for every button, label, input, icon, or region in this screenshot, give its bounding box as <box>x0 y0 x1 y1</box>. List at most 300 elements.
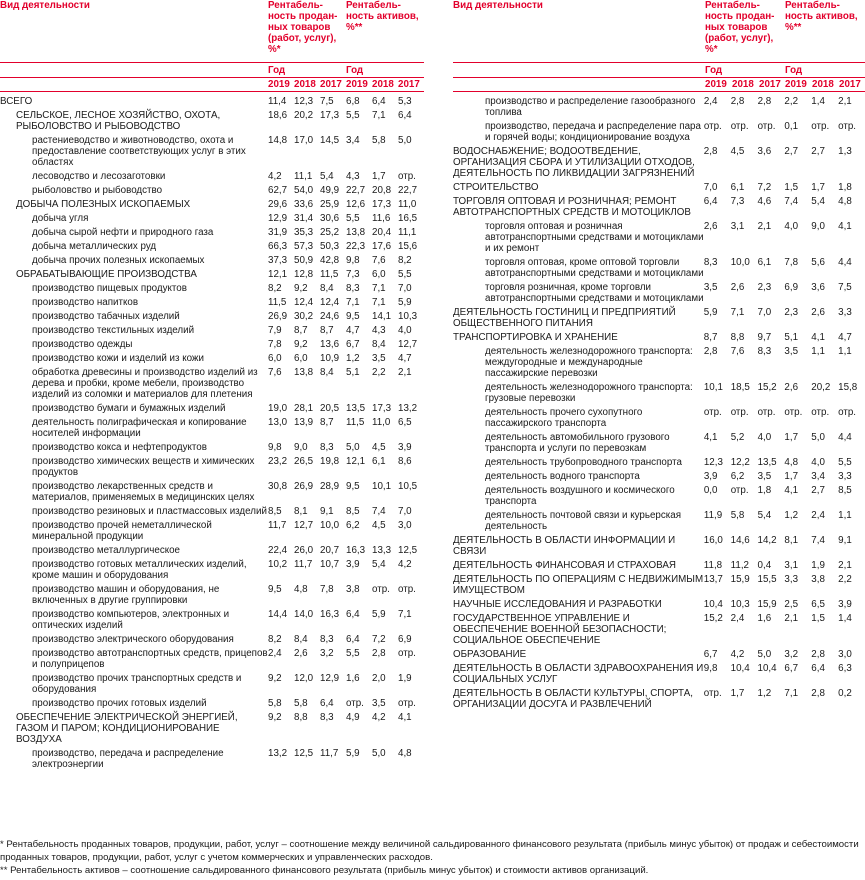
sales-2017-value: 5,4 <box>757 510 772 521</box>
sales-2019-value: 30,8 <box>268 481 288 492</box>
assets-2019-value: 5,5 <box>346 110 360 121</box>
assets-2019-value: 3,4 <box>346 135 360 146</box>
activity-name: ДЕЯТЕЛЬНОСТЬ В ОБЛАСТИ КУЛЬТУРЫ, СПОРТА, ОРГАНИЗАЦИИ ДОСУГА И РАЗВЛЕЧЕНИЙ <box>453 688 693 710</box>
sales-2018-value: 5,2 <box>730 432 745 443</box>
assets-2018-value: 5,8 <box>372 135 386 146</box>
sales-2017-value: 17,3 <box>320 110 340 121</box>
sales-2019-value: 11,7 <box>268 520 287 531</box>
sales-2018-value: 12,7 <box>294 520 314 531</box>
table-row <box>0 710 424 746</box>
sales-profitability-header: Рентабель- ность продан- ных товаров (работ, услуг), %* <box>268 0 338 55</box>
assets-2017-value: 5,5 <box>838 457 852 468</box>
assets-2019-value: 7,8 <box>784 257 799 268</box>
years-row <box>0 78 424 92</box>
assets-2017-value: 5,0 <box>398 135 412 146</box>
assets-2019-value: 5,1 <box>346 367 360 378</box>
sales-2019-value: 2,6 <box>703 221 718 232</box>
assets-2018-value: 4,1 <box>811 332 825 343</box>
activity-name: производство машин и оборудования, не включенных в другие группировки <box>32 584 220 606</box>
assets-2018-value: 17,6 <box>372 241 392 252</box>
sales-2019-value: отр. <box>703 688 722 699</box>
sales-2019-value: 9,5 <box>268 584 282 595</box>
activity-name: производство прочих готовых изделий <box>32 698 207 709</box>
sales-2018-value: 12,0 <box>294 673 314 684</box>
sales-2019-value: 22,4 <box>268 545 288 556</box>
assets-2017-value: 15,6 <box>398 241 418 252</box>
table-left-column <box>0 0 424 771</box>
assets-2017-value: 4,7 <box>838 332 852 343</box>
table-row <box>0 415 424 440</box>
assets-2018-value: 6,4 <box>811 663 825 674</box>
assets-2018-value: 6,4 <box>372 96 386 107</box>
assets-2018-value: 1,4 <box>811 96 825 107</box>
activity-name: деятельность водного транспорта <box>485 471 640 482</box>
table-row <box>453 330 865 344</box>
table-right-column <box>453 0 865 711</box>
sales-2018-value: 5,8 <box>730 510 745 521</box>
assets-2019-value: 22,7 <box>346 185 366 196</box>
assets-2019-value: 7,3 <box>346 269 360 280</box>
assets-2017-value: 4,8 <box>838 196 852 207</box>
table-row <box>0 337 424 351</box>
table-row <box>453 180 865 194</box>
activity-name: обработка древесины и производство изделий из дерева и пробки, кроме мебели, производство изделий из соломки и материалов для плетения <box>32 367 258 400</box>
activity-name: деятельность железнодорожного транспорта: грузовые перевозки <box>485 382 693 404</box>
activity-name: ОБРАБАТЫВАЮЩИЕ ПРОИЗВОДСТВА <box>16 269 197 280</box>
sales-2019-value: 37,3 <box>268 255 288 266</box>
sales-2018-value: 10,0 <box>730 257 750 268</box>
sales-2019-value: 14,8 <box>268 135 288 146</box>
table-body-right <box>453 94 865 711</box>
table-row <box>0 696 424 710</box>
assets-2017-value: 3,9 <box>398 442 412 453</box>
activity-name: деятельность трубопроводного транспорта <box>485 457 682 468</box>
sales-2017-value: 8,7 <box>320 325 334 336</box>
assets-2017-value: 4,8 <box>398 748 412 759</box>
assets-2018-value: 14,1 <box>372 311 392 322</box>
sales-2018-value: 7,1 <box>730 307 745 318</box>
assets-2019-value: 7,4 <box>784 196 799 207</box>
activity-name: ДЕЯТЕЛЬНОСТЬ ГОСТИНИЦ И ПРЕДПРИЯТИЙ ОБЩЕСТВЕННОГО ПИТАНИЯ <box>453 307 676 329</box>
year-cell: 2017 <box>320 79 342 90</box>
sales-2017-value: 49,9 <box>320 185 340 196</box>
sales-2018-value: 30,2 <box>294 311 314 322</box>
table-row <box>0 267 424 281</box>
assets-2017-value: 4,7 <box>398 353 412 364</box>
sales-2017-value: 4,6 <box>757 196 772 207</box>
sales-2019-value: 2,4 <box>703 96 718 107</box>
table-row <box>453 558 865 572</box>
sales-2019-value: 14,4 <box>268 609 288 620</box>
assets-2017-value: 6,5 <box>398 417 412 428</box>
assets-2018-value: 7,1 <box>372 283 386 294</box>
sales-2017-value: 10,4 <box>757 663 777 674</box>
years-row <box>453 78 865 92</box>
assets-2017-value: 1,4 <box>838 613 852 624</box>
assets-2018-value: отр. <box>811 407 830 418</box>
sales-2017-value: 12,4 <box>320 297 340 308</box>
assets-2017-value: 2,1 <box>838 560 852 571</box>
assets-2019-value: 9,5 <box>346 481 360 492</box>
activity-name: ТРАНСПОРТИРОВКА И ХРАНЕНИЕ <box>453 332 618 343</box>
sales-2017-value: 6,1 <box>757 257 772 268</box>
assets-2017-value: 12,7 <box>398 339 418 350</box>
activity-name: НАУЧНЫЕ ИССЛЕДОВАНИЯ И РАЗРАБОТКИ <box>453 599 662 610</box>
assets-2018-value: 2,7 <box>811 146 825 157</box>
sales-2018-value: отр. <box>730 485 749 496</box>
assets-2019-value: 1,5 <box>784 182 799 193</box>
year-label-row <box>453 63 865 78</box>
sales-2018-value: 12,3 <box>294 96 314 107</box>
assets-2018-value: 6,1 <box>372 456 386 467</box>
activity-name: добыча прочих полезных ископаемых <box>32 255 205 266</box>
assets-2017-value: 8,2 <box>398 255 412 266</box>
activity-name: ДЕЯТЕЛЬНОСТЬ ФИНАНСОВАЯ И СТРАХОВАЯ <box>453 560 676 571</box>
sales-2018-value: 1,7 <box>730 688 745 699</box>
activity-name: деятельность воздушного и космического транспорта <box>485 485 675 507</box>
sales-2018-value: 9,2 <box>294 339 308 350</box>
activity-name: производство пищевых продуктов <box>32 283 187 294</box>
assets-2018-value: 10,1 <box>372 481 392 492</box>
assets-2017-value: отр. <box>838 121 857 132</box>
table-row <box>0 454 424 479</box>
sales-2018-value: 4,5 <box>730 146 745 157</box>
sales-2017-value: 1,8 <box>757 485 772 496</box>
sales-2017-value: 15,5 <box>757 574 777 585</box>
table-row <box>453 611 865 647</box>
activity-name: ТОРГОВЛЯ ОПТОВАЯ И РОЗНИЧНАЯ; РЕМОНТ АВТОТРАНСПОРТНЫХ СРЕДСТВ И МОТОЦИКЛОВ <box>453 196 691 218</box>
assets-2019-value: 0,1 <box>784 121 799 132</box>
sales-2017-value: отр. <box>757 407 776 418</box>
sales-2019-value: 11,4 <box>268 96 287 107</box>
assets-2017-value: 12,5 <box>398 545 418 556</box>
assets-2019-value: 1,7 <box>784 432 799 443</box>
sales-2019-value: 9,8 <box>268 442 282 453</box>
assets-2018-value: 3,4 <box>811 471 825 482</box>
sales-2019-value: 13,2 <box>268 748 288 759</box>
sales-2017-value: 10,0 <box>320 520 340 531</box>
assets-2019-value: 3,3 <box>784 574 799 585</box>
sales-2019-value: 8,3 <box>703 257 718 268</box>
sales-2019-value: 29,6 <box>268 199 288 210</box>
assets-2018-value: 5,6 <box>811 257 825 268</box>
assets-2019-value: 3,2 <box>784 649 799 660</box>
sales-2017-value: 9,7 <box>757 332 772 343</box>
assets-2017-value: 3,3 <box>838 471 852 482</box>
sales-2017-value: 3,5 <box>757 471 772 482</box>
sales-2017-value: 1,2 <box>757 688 772 699</box>
activity-name: деятельность автомобильного грузового транспорта и услуги по перевозкам <box>485 432 670 454</box>
sales-2018-value: 6,0 <box>294 353 308 364</box>
activity-name: производство кокса и нефтепродуктов <box>32 442 207 453</box>
sales-2019-value: 0,0 <box>703 485 718 496</box>
activity-name: производство электрического оборудования <box>32 634 234 645</box>
assets-2017-value: отр. <box>398 171 416 182</box>
sales-2019-value: 18,6 <box>268 110 288 121</box>
sales-2018-value: 28,1 <box>294 403 314 414</box>
activity-name: ДЕЯТЕЛЬНОСТЬ В ОБЛАСТИ ИНФОРМАЦИИ И СВЯЗИ <box>453 535 676 557</box>
assets-2017-value: 4,1 <box>398 712 412 723</box>
sales-2017-value: отр. <box>757 121 776 132</box>
assets-2018-value: 2,8 <box>811 688 825 699</box>
sales-2017-value: 25,9 <box>320 199 340 210</box>
sales-2017-value: 13,6 <box>320 339 340 350</box>
assets-2017-value: 3,0 <box>838 649 852 660</box>
sales-2019-value: 3,9 <box>703 471 718 482</box>
table-row <box>0 169 424 183</box>
assets-2017-value: 0,2 <box>838 688 852 699</box>
sales-2019-value: 10,1 <box>703 382 723 393</box>
sales-2019-value: отр. <box>703 121 722 132</box>
sales-2019-value: 4,2 <box>268 171 282 182</box>
assets-2019-value: 22,3 <box>346 241 366 252</box>
activity-name: производство химических веществ и химических продуктов <box>32 456 255 478</box>
table-row <box>453 194 865 219</box>
sales-2017-value: 3,2 <box>320 648 334 659</box>
table-body-left <box>0 94 424 771</box>
assets-2019-value: 8,3 <box>346 283 360 294</box>
sales-2018-value: 12,8 <box>294 269 314 280</box>
sales-2017-value: 5,4 <box>320 171 334 182</box>
assets-2017-value: отр. <box>838 407 857 418</box>
table-row <box>453 661 865 686</box>
sales-2017-value: 8,3 <box>320 712 334 723</box>
assets-2018-value: 3,6 <box>811 282 825 293</box>
assets-2019-value: 16,3 <box>346 545 366 556</box>
assets-2019-value: 12,6 <box>346 199 366 210</box>
sales-2019-value: 8,2 <box>268 634 282 645</box>
assets-2017-value: 4,0 <box>398 325 412 336</box>
activity-name: торговля розничная, кроме торговли автотранспортными средствами и мотоциклами <box>485 282 704 304</box>
activity-name: производство текстильных изделий <box>32 325 195 336</box>
sales-2018-value: 14,0 <box>294 609 314 620</box>
assets-2017-value: 2,2 <box>838 574 852 585</box>
sales-2018-value: 6,1 <box>730 182 745 193</box>
sales-2019-value: 66,3 <box>268 241 288 252</box>
assets-2017-value: 13,2 <box>398 403 418 414</box>
assets-2018-value: 1,9 <box>811 560 825 571</box>
table-row <box>0 133 424 169</box>
sales-2019-value: 16,0 <box>703 535 723 546</box>
assets-2019-value: отр. <box>346 698 364 709</box>
assets-2019-value: 2,2 <box>784 96 799 107</box>
assets-2019-value: 9,5 <box>346 311 360 322</box>
activity-name: производство, передача и распределение электроэнергии <box>32 748 224 770</box>
assets-2018-value: 20,8 <box>372 185 392 196</box>
sales-2019-value: 11,9 <box>703 510 723 521</box>
sales-2018-value: 2,4 <box>730 613 745 624</box>
assets-2018-value: 20,2 <box>811 382 831 393</box>
assets-2017-value: 5,5 <box>398 269 412 280</box>
assets-2019-value: 5,5 <box>346 648 360 659</box>
sales-2019-value: 10,2 <box>268 559 288 570</box>
activity-name: СТРОИТЕЛЬСТВО <box>453 182 539 193</box>
assets-2019-value: 6,4 <box>346 634 360 645</box>
activity-name: производство кожи и изделий из кожи <box>32 353 204 364</box>
assets-2019-value: 13,8 <box>346 227 366 238</box>
year-label: Год <box>268 64 286 76</box>
assets-2018-value: 3,8 <box>811 574 825 585</box>
sales-2017-value: 4,0 <box>757 432 772 443</box>
sales-2017-value: 2,3 <box>757 282 772 293</box>
sales-2017-value: 19,8 <box>320 456 340 467</box>
assets-2019-value: 6,7 <box>346 339 360 350</box>
table-row <box>453 647 865 661</box>
year-cell: 2018 <box>294 79 316 90</box>
activity-name: добыча сырой нефти и природного газа <box>32 227 214 238</box>
footnote-sales-profitability: * Рентабельность проданных товаров, продукции, работ, услуг – соотношение между величиной сальдированного финансового результата (прибыль минус убыток) от продаж и себестоимости проданных товаров, продукции, работ, услуг с учетом коммерческих и управленческих расходов. <box>0 839 859 863</box>
sales-2018-value: 6,2 <box>730 471 745 482</box>
sales-2018-value: 2,8 <box>730 96 745 107</box>
sales-2018-value: 50,9 <box>294 255 314 266</box>
activity-header: Вид деятельности <box>0 0 90 11</box>
footnotes <box>0 838 865 877</box>
year-cell: 2019 <box>785 79 807 90</box>
table-row <box>0 440 424 454</box>
assets-2017-value: 22,7 <box>398 185 418 196</box>
assets-2018-value: 2,2 <box>372 367 386 378</box>
activity-name: ДЕЯТЕЛЬНОСТЬ В ОБЛАСТИ ЗДРАВООХРАНЕНИЯ И СОЦИАЛЬНЫХ УСЛУГ <box>453 663 704 685</box>
assets-2019-value: 5,0 <box>346 442 360 453</box>
sales-2019-value: 5,8 <box>268 698 282 709</box>
activity-name: добыча металлических руд <box>32 241 157 252</box>
sales-2018-value: 54,0 <box>294 185 314 196</box>
assets-2017-value: 6,3 <box>838 663 852 674</box>
sales-2018-value: 14,6 <box>730 535 750 546</box>
assets-2019-value: 1,2 <box>784 510 799 521</box>
assets-2019-value: 12,1 <box>346 456 366 467</box>
assets-2019-value: 3,9 <box>346 559 360 570</box>
sales-2017-value: 24,6 <box>320 311 340 322</box>
assets-2017-value: 4,4 <box>838 432 852 443</box>
activity-name: производство прочей неметаллической минеральной продукции <box>32 520 212 542</box>
sales-2018-value: 17,0 <box>294 135 314 146</box>
activity-name: производство и распределение газообразного топлива <box>485 96 696 118</box>
assets-2017-value: 2,1 <box>838 96 852 107</box>
table-row <box>0 239 424 253</box>
sales-2018-value: 57,3 <box>294 241 314 252</box>
assets-2019-value: 6,2 <box>346 520 360 531</box>
sales-2017-value: 8,3 <box>757 346 772 357</box>
year-label: Год <box>705 64 723 76</box>
assets-2018-value: 4,3 <box>372 325 386 336</box>
table-row <box>0 646 424 671</box>
activity-name: ОБЕСПЕЧЕНИЕ ЭЛЕКТРИЧЕСКОЙ ЭНЕРГИЕЙ, ГАЗОМ И ПАРОМ; КОНДИЦИОНИРОВАНИЕ ВОЗДУХА <box>16 712 238 745</box>
sales-2018-value: 31,4 <box>294 213 314 224</box>
activity-name: рыболовство и рыбоводство <box>32 185 163 196</box>
assets-2017-value: отр. <box>398 698 416 709</box>
assets-2019-value: 6,9 <box>784 282 799 293</box>
assets-2017-value: 10,5 <box>398 481 418 492</box>
sales-2018-value: 11,1 <box>294 171 313 182</box>
sales-2018-value: 13,9 <box>294 417 314 428</box>
sales-2017-value: 50,3 <box>320 241 340 252</box>
year-cell: 2017 <box>759 79 781 90</box>
activity-name: деятельность почтовой связи и курьерская деятельность <box>485 510 682 532</box>
activity-name: лесоводство и лесозаготовки <box>32 171 166 182</box>
assets-2017-value: 4,4 <box>838 257 852 268</box>
assets-2018-value: 11,6 <box>372 213 391 224</box>
assets-profitability-header: Рентабель- ность активов, %** <box>346 0 419 33</box>
assets-2018-value: 7,1 <box>372 110 386 121</box>
assets-2017-value: 8,5 <box>838 485 852 496</box>
sales-2017-value: 3,6 <box>757 146 772 157</box>
assets-2019-value: 3,8 <box>346 584 360 595</box>
assets-2018-value: 6,5 <box>811 599 825 610</box>
assets-2018-value: 1,5 <box>811 613 825 624</box>
sales-2018-value: 26,9 <box>294 481 314 492</box>
sales-2019-value: 6,7 <box>703 649 718 660</box>
table-row <box>453 119 865 144</box>
year-cell: 2018 <box>732 79 754 90</box>
table-row <box>453 430 865 455</box>
activity-name: производство прочих транспортных средств и оборудования <box>32 673 242 695</box>
table-row <box>0 197 424 211</box>
table-row <box>453 255 865 280</box>
assets-2018-value: 13,3 <box>372 545 392 556</box>
sales-2017-value: 2,8 <box>757 96 772 107</box>
sales-2017-value: 11,7 <box>320 748 339 759</box>
table-row <box>453 469 865 483</box>
sales-2019-value: 7,0 <box>703 182 718 193</box>
sales-2017-value: 25,2 <box>320 227 340 238</box>
activity-name: ДОБЫЧА ПОЛЕЗНЫХ ИСКОПАЕМЫХ <box>16 199 191 210</box>
sales-2019-value: 7,8 <box>268 339 282 350</box>
sales-2019-value: 2,8 <box>703 346 718 357</box>
table-row <box>0 295 424 309</box>
assets-2018-value: 7,6 <box>372 255 386 266</box>
assets-2018-value: 2,8 <box>372 648 386 659</box>
table-row <box>453 94 865 119</box>
activity-name: деятельность железнодорожного транспорта: междугородные и международные пассажирские перевозки <box>485 346 693 379</box>
sales-2017-value: 8,3 <box>320 442 334 453</box>
sales-2019-value: 2,8 <box>703 146 718 157</box>
sales-2017-value: 15,9 <box>757 599 777 610</box>
year-cell: 2019 <box>346 79 368 90</box>
sales-2018-value: 2,6 <box>730 282 745 293</box>
table-row <box>0 479 424 504</box>
assets-2019-value: 5,1 <box>784 332 799 343</box>
activity-name: производство табачных изделий <box>32 311 180 322</box>
activity-name: ВОДОСНАБЖЕНИЕ; ВОДООТВЕДЕНИЕ, ОРГАНИЗАЦИЯ СБОРА И УТИЛИЗАЦИИ ОТХОДОВ, ДЕЯТЕЛЬНОСТЬ ПО ЛИКВИДАЦИИ ЗАГРЯЗНЕНИЙ <box>453 146 695 179</box>
assets-2018-value: 8,4 <box>372 339 386 350</box>
table-row <box>0 309 424 323</box>
sales-2017-value: 8,4 <box>320 367 334 378</box>
assets-2017-value: 3,9 <box>838 599 852 610</box>
table-row <box>0 607 424 632</box>
assets-2017-value: 6,4 <box>398 110 412 121</box>
assets-2018-value: 11,0 <box>372 417 391 428</box>
assets-2019-value: 4,0 <box>784 221 799 232</box>
assets-2019-value: 8,1 <box>784 535 799 546</box>
assets-2017-value: 7,1 <box>398 609 412 620</box>
sales-2019-value: 62,7 <box>268 185 288 196</box>
sales-2018-value: 11,2 <box>730 560 749 571</box>
sales-2018-value: 8,4 <box>294 634 308 645</box>
table-row <box>0 582 424 607</box>
assets-2017-value: 1,1 <box>838 346 852 357</box>
sales-2019-value: 13,7 <box>703 574 723 585</box>
sales-2018-value: 15,9 <box>730 574 750 585</box>
assets-2019-value: 7,1 <box>346 297 360 308</box>
sales-2019-value: 5,9 <box>703 307 718 318</box>
assets-2018-value: 4,2 <box>372 712 386 723</box>
table-row <box>0 351 424 365</box>
table-row <box>453 483 865 508</box>
assets-2019-value: 5,9 <box>346 748 360 759</box>
table-row <box>0 108 424 133</box>
sales-2019-value: 8,7 <box>703 332 718 343</box>
